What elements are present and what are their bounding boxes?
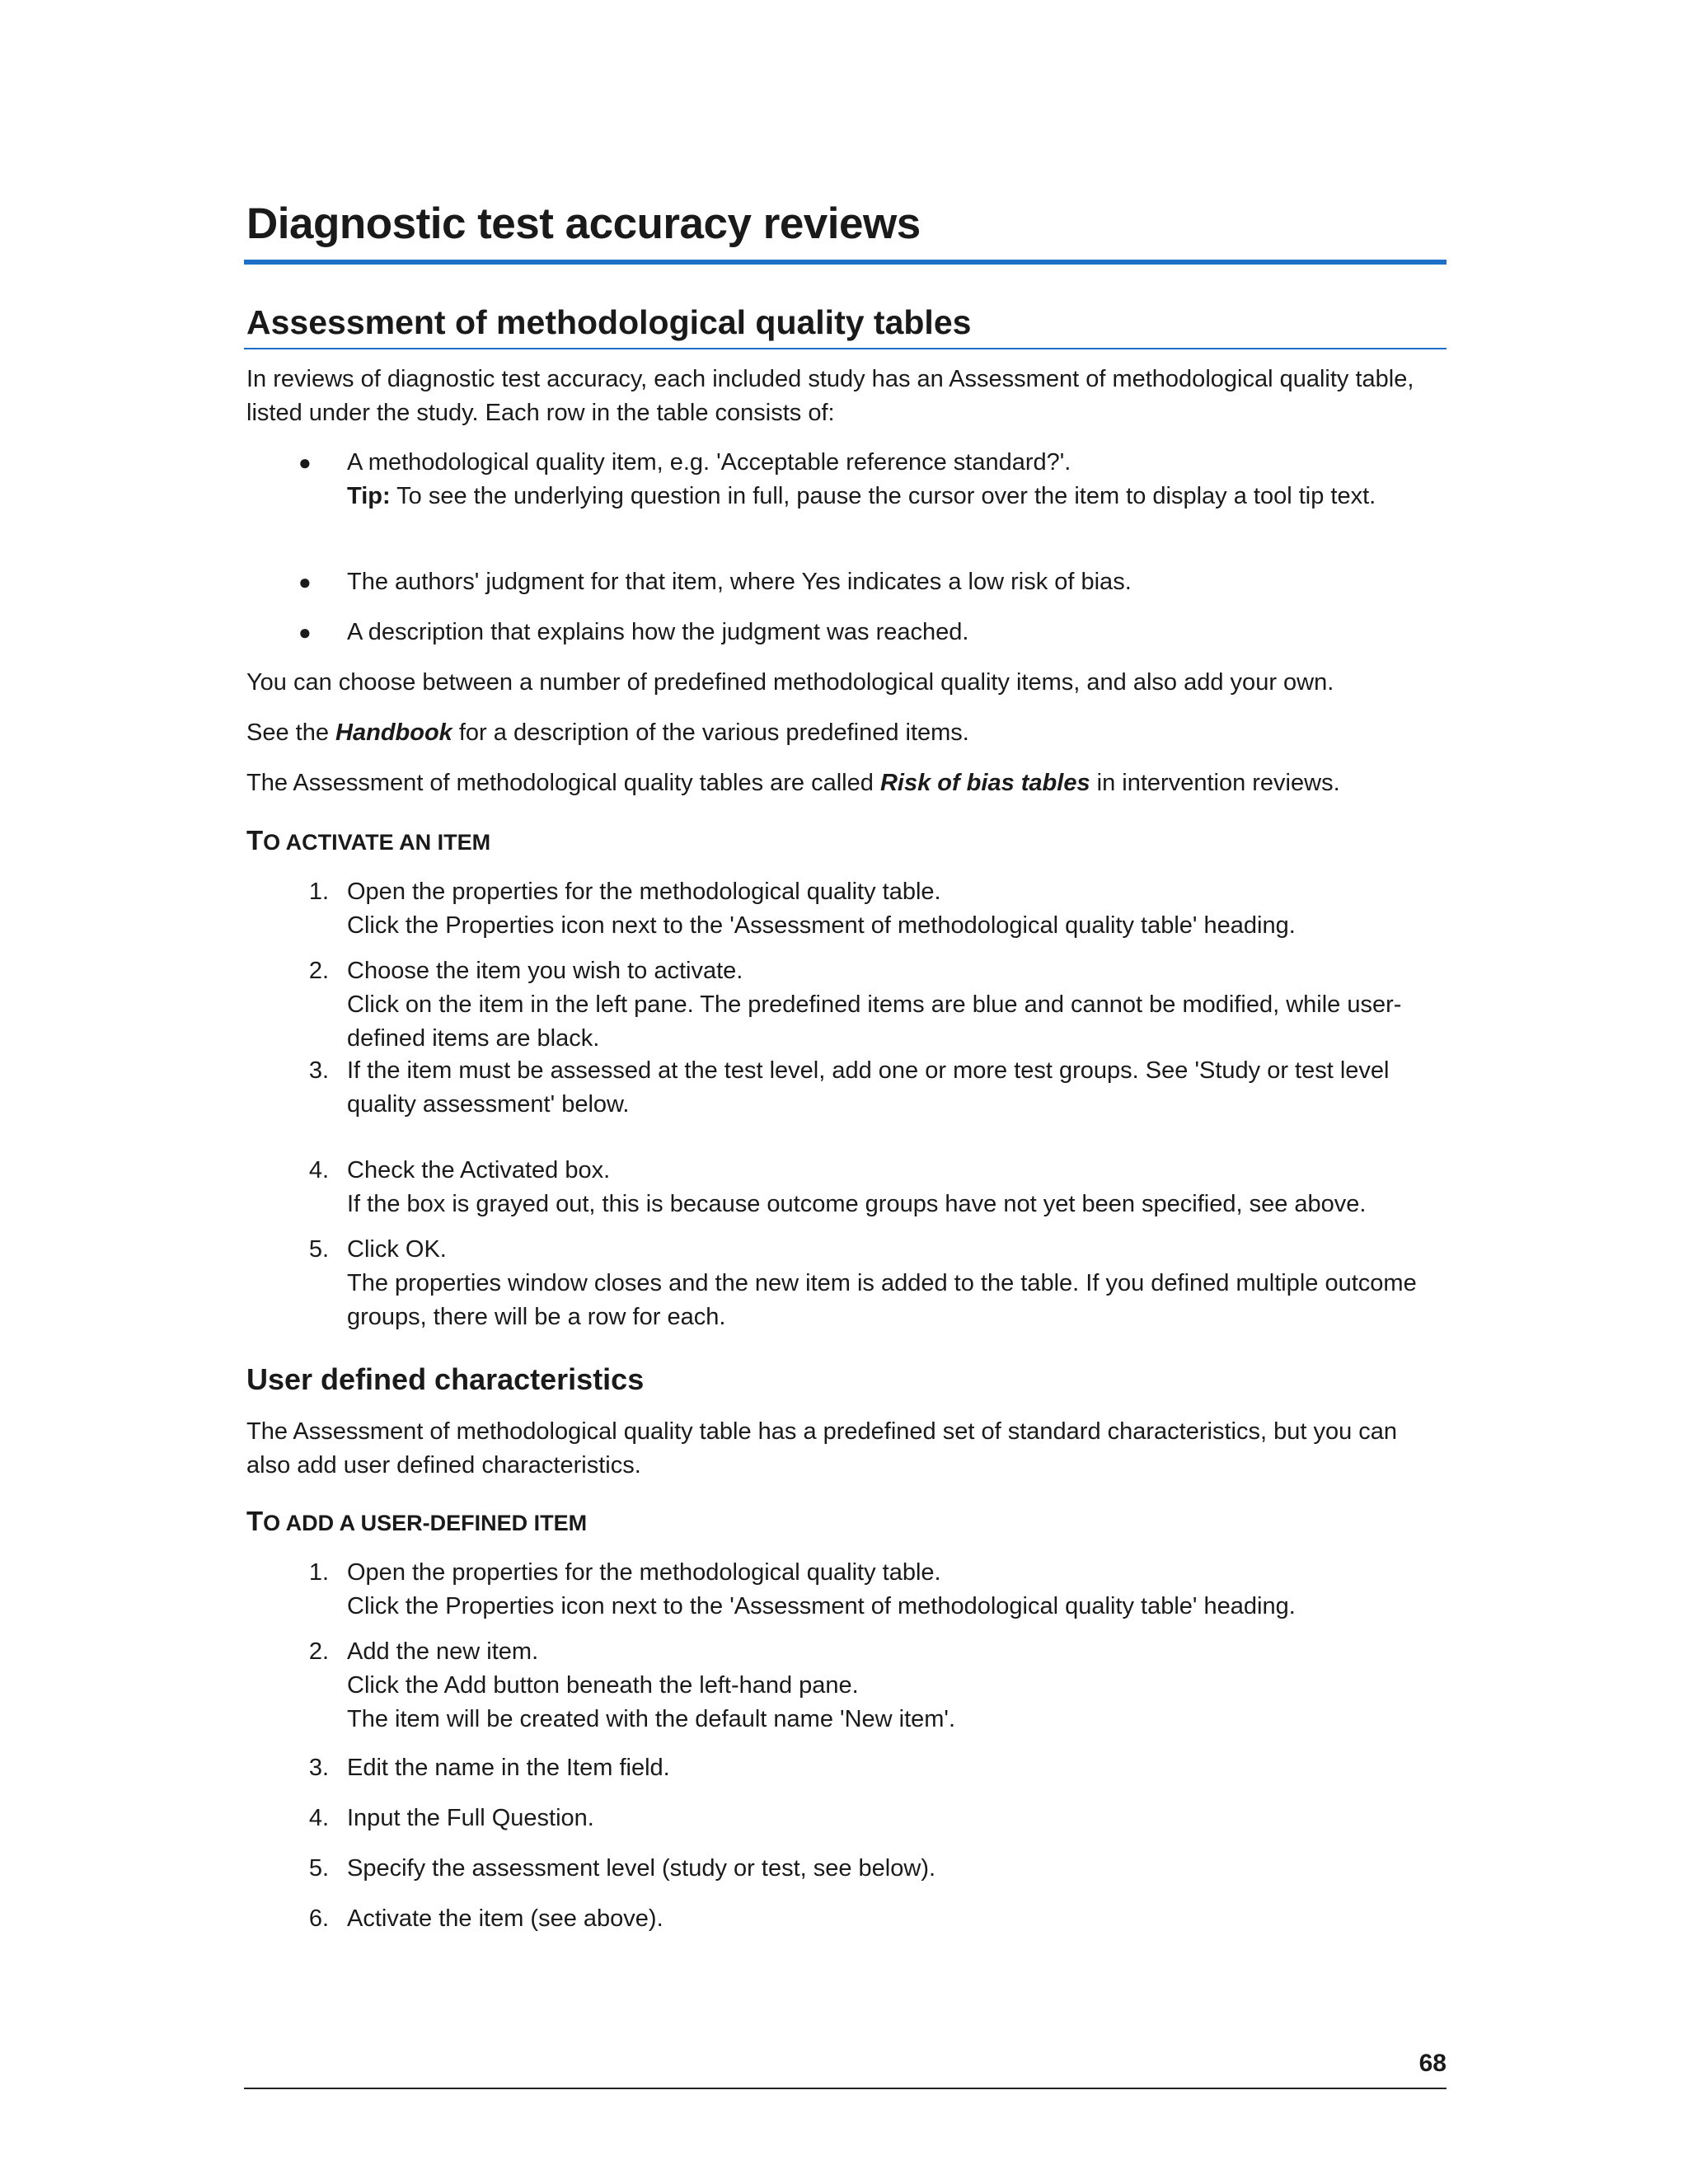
bullet-text: A description that explains how the judgment was reached.: [347, 619, 969, 645]
paragraph-choose: You can choose between a number of predefined methodological quality items, and also add your own.: [246, 669, 1334, 696]
step-text: Click on the item in the left pane. The predefined items are blue and cannot be modified, while user-defined items are black.: [347, 991, 1402, 1052]
paragraph-handbook: [246, 716, 1447, 750]
text-run: for a description of the various predefined items.: [452, 719, 969, 746]
step-text: Add the new item.: [347, 1638, 539, 1665]
step-number: 6.: [308, 1905, 329, 1932]
step-number: 1.: [308, 879, 329, 905]
step-text: Click the Add button beneath the left-hand pane.: [347, 1672, 859, 1699]
text-run: in intervention reviews.: [1090, 770, 1340, 796]
intro-paragraph: In reviews of diagnostic test accuracy, each included study has an Assessment of methodological quality table, listed under the study. Each row in the table consists of:: [246, 366, 1414, 426]
step-text: The properties window closes and the new item is added to the table. If you defined multiple outcome groups, there will be a row for each.: [347, 1270, 1417, 1330]
bullet-text: A methodological quality item, e.g. 'Acceptable reference standard?'.: [347, 449, 1071, 476]
bullet-text: The authors' judgment for that item, where Yes indicates a low risk of bias.: [347, 569, 1132, 595]
step-number: 1.: [308, 1559, 329, 1586]
step-text: Open the properties for the methodological quality table.: [347, 879, 941, 905]
section-rule: [244, 348, 1447, 349]
bullet-icon: ●: [298, 620, 312, 644]
step-text: Click OK.: [347, 1236, 447, 1263]
step-text: Click the Properties icon next to the 'Assessment of methodological quality table' heading.: [347, 1593, 1296, 1619]
procedure-heading-activate: TO ACTIVATE AN ITEM: [246, 825, 491, 855]
user-defined-intro: The Assessment of methodological quality table has a predefined set of standard characteristics, but you can also add user defined characteristics.: [246, 1418, 1398, 1479]
section-heading: Assessment of methodological quality tables: [246, 303, 972, 341]
step-text: Specify the assessment level (study or test, see below).: [347, 1855, 936, 1882]
bullet-icon: ●: [298, 569, 312, 594]
step-text: Open the properties for the methodological quality table.: [347, 1559, 941, 1586]
step-text: Input the Full Question.: [347, 1805, 594, 1831]
risk-of-bias-emphasis: Risk of bias tables: [879, 770, 1090, 796]
step-text: Choose the item you wish to activate.: [347, 958, 743, 984]
handbook-emphasis: Handbook: [335, 719, 452, 746]
step-text: Edit the name in the Item field.: [347, 1755, 670, 1781]
step-number: 5.: [308, 1236, 329, 1263]
step-number: 2.: [308, 1638, 329, 1665]
text-run: The Assessment of methodological quality tables are called: [246, 770, 880, 796]
step-text: If the item must be assessed at the test level, add one or more test groups. See 'Study or test level quality assessment' below.: [347, 1057, 1390, 1118]
paragraph-risk-of-bias: [246, 766, 1447, 800]
procedure-heading-add: TO ADD A USER-DEFINED ITEM: [246, 1506, 588, 1536]
step-number: 4.: [308, 1157, 329, 1183]
step-number: 5.: [308, 1855, 329, 1882]
step-number: 3.: [308, 1057, 329, 1084]
step-text: The item will be created with the default name 'New item'.: [347, 1706, 956, 1732]
page-title: Diagnostic test accuracy reviews: [246, 199, 921, 248]
step-number: 3.: [308, 1755, 329, 1781]
subsection-heading: User defined characteristics: [246, 1362, 645, 1396]
step-text: If the box is grayed out, this is because outcome groups have not yet been specified, see above.: [347, 1191, 1367, 1217]
page-number: 68: [1418, 2050, 1447, 2077]
step-number: 4.: [308, 1805, 329, 1831]
tip-label: Tip:: [347, 483, 391, 509]
step-text: Click the Properties icon next to the 'Assessment of methodological quality table' heading.: [347, 912, 1296, 939]
footer-rule: [244, 2088, 1447, 2089]
tip-body: To see the underlying question in full, pause the cursor over the item to display a tool tip text.: [390, 483, 1376, 509]
step-text: Activate the item (see above).: [347, 1905, 663, 1932]
tip-text: [347, 480, 1447, 513]
title-rule: [244, 260, 1447, 265]
bullet-icon: ●: [298, 450, 312, 475]
step-text: Check the Activated box.: [347, 1157, 611, 1183]
text-run: See the: [246, 719, 336, 746]
step-number: 2.: [308, 958, 329, 984]
